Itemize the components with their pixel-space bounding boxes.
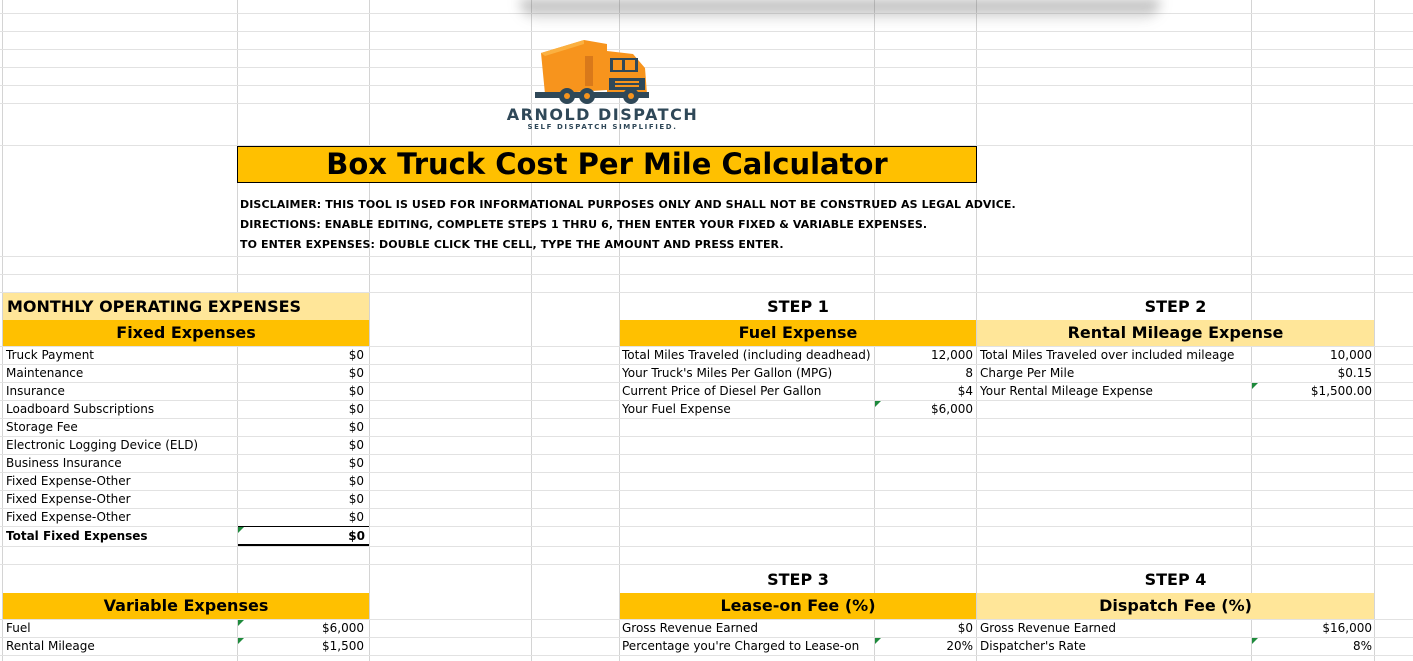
- row-label[interactable]: Your Rental Mileage Expense: [980, 384, 1153, 398]
- step3-label: STEP 3: [767, 570, 829, 589]
- row-label[interactable]: Total Miles Traveled over included mileage: [980, 348, 1235, 362]
- row-label[interactable]: Current Price of Diesel Per Gallon: [622, 384, 822, 398]
- row-label[interactable]: Storage Fee: [6, 420, 78, 434]
- row-value[interactable]: $0: [348, 492, 364, 506]
- logo: [505, 36, 700, 132]
- formula-marker: [238, 638, 244, 644]
- row-value[interactable]: $0: [348, 510, 364, 524]
- row-value[interactable]: $16,000: [1322, 621, 1372, 635]
- formula-marker: [875, 401, 881, 407]
- row-value[interactable]: $4: [957, 384, 973, 398]
- row-value[interactable]: $0: [348, 456, 364, 470]
- total-fixed-label[interactable]: Total Fixed Expenses: [6, 529, 148, 543]
- row-value[interactable]: $0: [348, 384, 364, 398]
- row-value[interactable]: 8%: [1352, 639, 1372, 653]
- formula-marker: [1252, 383, 1258, 389]
- window-shadow: [520, 0, 1160, 22]
- row-label[interactable]: Truck Payment: [6, 348, 95, 362]
- row-value[interactable]: $0: [348, 420, 364, 434]
- row-value[interactable]: $0: [348, 348, 364, 362]
- formula-marker: [1252, 638, 1258, 644]
- row-value[interactable]: 8: [965, 366, 973, 380]
- formula-marker: [238, 527, 244, 533]
- row-value[interactable]: $0: [348, 402, 364, 416]
- row-label[interactable]: Business Insurance: [6, 456, 122, 470]
- row-value[interactable]: $6,000: [322, 621, 364, 635]
- fixed-expenses-heading[interactable]: Fixed Expenses: [3, 320, 369, 346]
- row-label[interactable]: Fuel: [6, 621, 31, 635]
- formula-marker: [875, 638, 881, 644]
- step1-label: STEP 1: [767, 297, 829, 316]
- rental-mileage-heading[interactable]: Rental Mileage Expense: [977, 320, 1374, 346]
- row-value[interactable]: $0: [348, 438, 364, 452]
- row-label[interactable]: Insurance: [6, 384, 65, 398]
- row-value[interactable]: $0.15: [1337, 366, 1372, 380]
- total-fixed-underline: [238, 544, 369, 546]
- enter-expenses-note: TO ENTER EXPENSES: DOUBLE CLICK THE CELL, TYPE THE AMOUNT AND PRESS ENTER.: [240, 238, 784, 251]
- logo-tagline: SELF DISPATCH SIMPLIFIED.: [527, 123, 678, 131]
- row-label[interactable]: Your Fuel Expense: [622, 402, 731, 416]
- lease-on-fee-heading[interactable]: Lease-on Fee (%): [620, 593, 976, 619]
- row-label[interactable]: Charge Per Mile: [980, 366, 1075, 380]
- row-label[interactable]: Fixed Expense-Other: [6, 492, 131, 506]
- disclaimer-note: DISCLAIMER: THIS TOOL IS USED FOR INFORMATIONAL PURPOSES ONLY AND SHALL NOT BE CONSTRUED AS LEGAL ADVICE.: [240, 198, 1016, 211]
- step2-label: STEP 2: [1144, 297, 1207, 316]
- truck-icon: [505, 36, 700, 106]
- directions-note: DIRECTIONS: ENABLE EDITING, COMPLETE STEPS 1 THRU 6, THEN ENTER YOUR FIXED & VARIABLE EXPENSES.: [240, 218, 928, 231]
- row-label[interactable]: Fixed Expense-Other: [6, 510, 131, 524]
- row-value[interactable]: $0: [348, 366, 364, 380]
- row-value[interactable]: $6,000: [931, 402, 973, 416]
- row-label[interactable]: Rental Mileage: [6, 639, 95, 653]
- row-value[interactable]: 10,000: [1330, 348, 1372, 362]
- row-value[interactable]: $1,500.00: [1310, 384, 1372, 398]
- total-fixed-value[interactable]: $0: [348, 529, 365, 543]
- row-label[interactable]: Gross Revenue Earned: [980, 621, 1116, 635]
- row-label[interactable]: Fixed Expense-Other: [6, 474, 131, 488]
- row-label[interactable]: Maintenance: [6, 366, 84, 380]
- row-value[interactable]: 12,000: [931, 348, 973, 362]
- row-value[interactable]: $1,500: [322, 639, 364, 653]
- fuel-expense-heading[interactable]: Fuel Expense: [620, 320, 976, 346]
- row-label[interactable]: Dispatcher's Rate: [980, 639, 1086, 653]
- formula-marker: [238, 620, 244, 626]
- row-label[interactable]: Total Miles Traveled (including deadhead): [622, 348, 871, 362]
- variable-expenses-heading[interactable]: Variable Expenses: [3, 593, 369, 619]
- row-value[interactable]: $0: [348, 474, 364, 488]
- row-value[interactable]: $0: [957, 621, 973, 635]
- step4-label: STEP 4: [1144, 570, 1207, 589]
- page-title: Box Truck Cost Per Mile Calculator: [237, 146, 977, 183]
- row-value[interactable]: 20%: [946, 639, 973, 653]
- row-label[interactable]: Loadboard Subscriptions: [6, 402, 155, 416]
- row-label[interactable]: Your Truck's Miles Per Gallon (MPG): [622, 366, 833, 380]
- row-label[interactable]: Electronic Logging Device (ELD): [6, 438, 199, 452]
- logo-name: ARNOLD DISPATCH: [506, 105, 699, 124]
- dispatch-fee-heading[interactable]: Dispatch Fee (%): [977, 593, 1374, 619]
- row-label[interactable]: Percentage you're Charged to Lease-on: [622, 639, 860, 653]
- monthly-heading: MONTHLY OPERATING EXPENSES: [7, 297, 302, 316]
- monthly-heading-cell[interactable]: [3, 293, 369, 320]
- row-label[interactable]: Gross Revenue Earned: [622, 621, 758, 635]
